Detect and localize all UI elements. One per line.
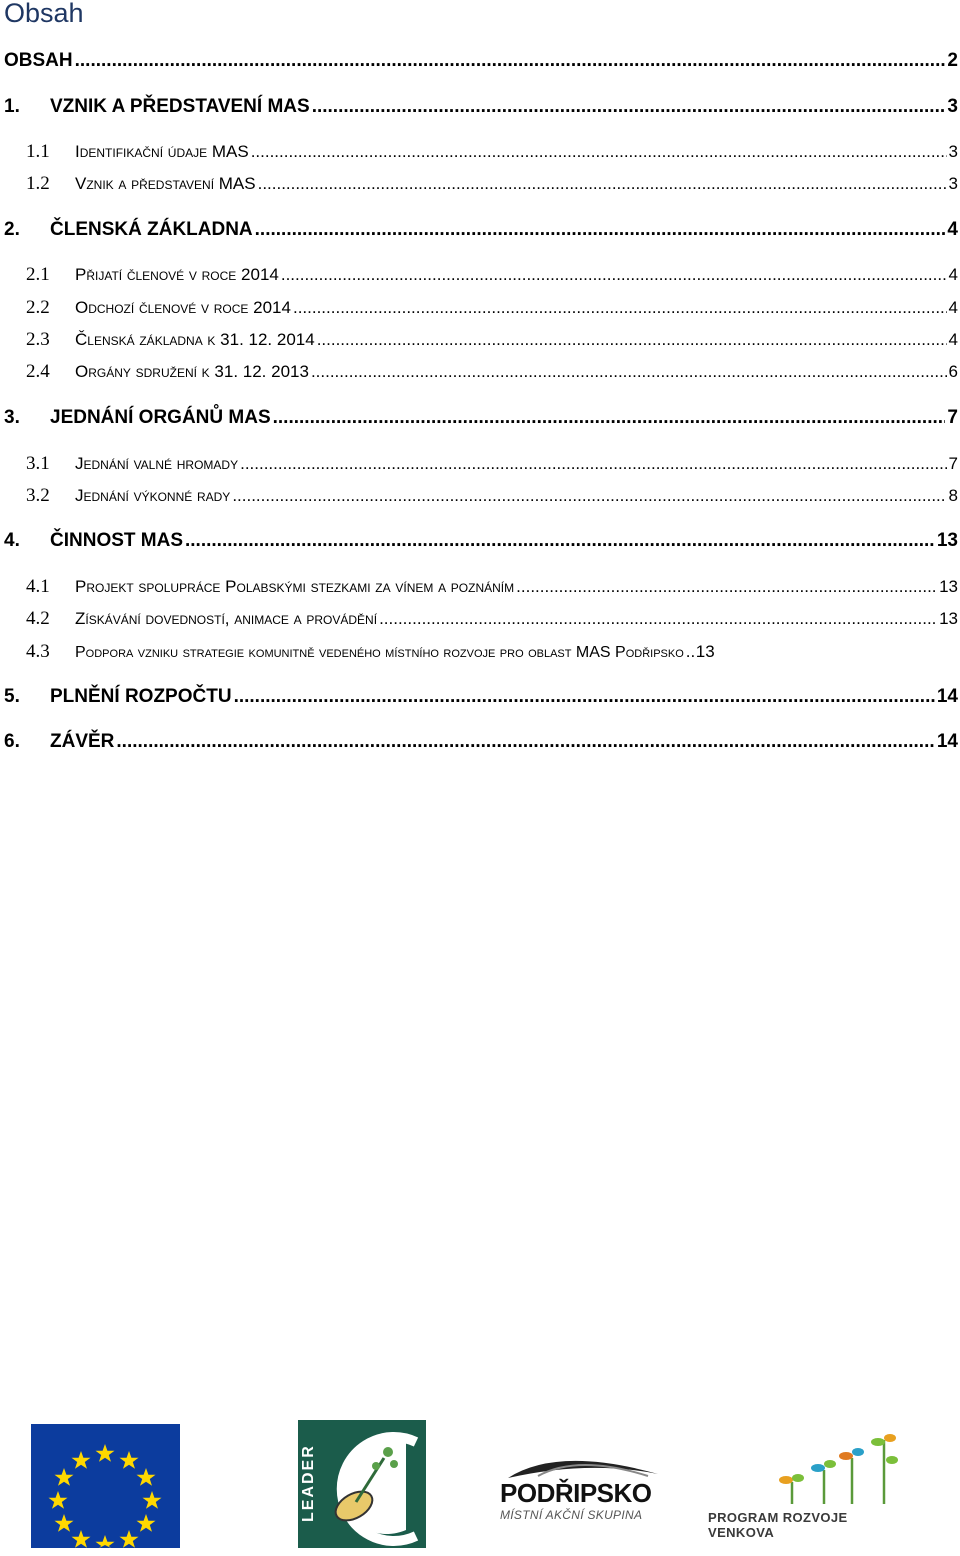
toc-entry[interactable] xyxy=(4,530,958,558)
toc-entry-title: Odchozí členové v roce 2014 xyxy=(75,298,291,317)
sprouts-icon xyxy=(706,1430,916,1506)
toc-entry-number: 2.3 xyxy=(26,329,50,350)
toc-entry-title: Projekt spolupráce Polabskými stezkami za vínem a poznáním xyxy=(75,577,515,596)
toc-entry-page: 13 xyxy=(695,642,715,661)
toc-entry-title: Jednání výkonné rady xyxy=(75,486,231,505)
toc-entry-leader xyxy=(311,362,947,382)
toc-entry-page: 7 xyxy=(948,454,958,473)
toc-entry-leader xyxy=(273,407,946,429)
toc-entry-title: ČINNOST MAS xyxy=(50,530,183,551)
toc-entry-leader xyxy=(379,609,937,629)
podripsko-logo xyxy=(498,1450,663,1530)
toc-entry-title: JEDNÁNÍ ORGÁNŮ MAS xyxy=(50,407,271,428)
toc-entry-number: 1. xyxy=(4,96,20,117)
podripsko-logo-subtitle: MÍSTNÍ AKČNÍ SKUPINA xyxy=(500,1508,643,1522)
toc-entry-title: Získávání dovedností, animace a provádění xyxy=(75,609,378,628)
toc-entry-number: 3. xyxy=(4,407,20,428)
toc-entry-number: 4. xyxy=(4,530,20,551)
program-rozvoje-venkova-logo xyxy=(706,1430,916,1540)
toc-entry-title: VZNIK A PŘEDSTAVENÍ MAS xyxy=(50,96,310,117)
toc-entry-number: 4.1 xyxy=(26,576,50,597)
toc-entry-page: 4 xyxy=(947,219,958,240)
toc-entry-number: 4.2 xyxy=(26,608,50,629)
toc-entry-page: 14 xyxy=(936,686,958,707)
toc-entry-page: 13 xyxy=(939,577,958,596)
toc-entry-number: 5. xyxy=(4,686,20,707)
toc-entry-page: 14 xyxy=(936,731,958,752)
toc-entry[interactable] xyxy=(4,407,958,435)
toc-entry-leader xyxy=(317,330,947,350)
toc-entry-number: 1.1 xyxy=(26,141,50,162)
toc-entry[interactable] xyxy=(4,608,958,636)
toc-entry-leader xyxy=(240,454,946,474)
toc-entry-number: 3.2 xyxy=(26,485,50,506)
toc-entry[interactable] xyxy=(4,453,958,481)
toc-entry[interactable] xyxy=(4,641,958,669)
toc-entry-title: Orgány sdružení k 31. 12. 2013 xyxy=(75,362,309,381)
leader-logo xyxy=(298,1420,426,1548)
toc-entry-number: 2.1 xyxy=(26,264,50,285)
toc-entry-title: Vznik a představení MAS xyxy=(75,174,256,193)
toc-entry-page: 3 xyxy=(948,142,958,161)
toc-entry-leader xyxy=(251,142,947,162)
program-rozvoje-venkova-text: PROGRAM ROZVOJE VENKOVA xyxy=(708,1510,848,1540)
toc-entry-title: ZÁVĚR xyxy=(50,731,115,752)
podripsko-logo-name: PODŘIPSKO xyxy=(500,1478,652,1508)
toc-entry[interactable] xyxy=(4,686,958,714)
mountain-icon xyxy=(498,1450,663,1480)
toc-entry-number: 3.1 xyxy=(26,453,50,474)
toc-entry-leader xyxy=(281,265,947,285)
toc-entry-page: 13 xyxy=(936,530,958,551)
toc-entry-page: 4 xyxy=(948,298,958,317)
toc-entry[interactable] xyxy=(4,361,958,389)
toc-entry-title: Členská základna k 31. 12. 2014 xyxy=(75,330,315,349)
toc-entry-title: OBSAH xyxy=(4,50,73,71)
eu-flag-logo xyxy=(31,1424,180,1548)
toc-entry-title: ČLENSKÁ ZÁKLADNA xyxy=(50,219,253,240)
toc-entry-leader xyxy=(255,219,946,241)
toc-entry[interactable] xyxy=(4,141,958,169)
toc-entry-leader xyxy=(686,642,694,662)
toc-entry-leader xyxy=(185,530,935,552)
toc-entry-title: Jednání valné hromady xyxy=(75,454,239,473)
toc-entry-title: Podpora vzniku strategie komunitně vedeného místního rozvoje pro oblast MAS Podřipsko xyxy=(75,644,684,661)
toc-entry-number: 1.2 xyxy=(26,173,50,194)
toc-entry-leader xyxy=(312,96,946,118)
toc-entry-page: 4 xyxy=(948,330,958,349)
toc-entry-number: 2. xyxy=(4,219,20,240)
toc-entry-title: PLNĚNÍ ROZPOČTU xyxy=(50,686,232,707)
toc-entry[interactable] xyxy=(4,173,958,201)
toc-entry[interactable] xyxy=(4,297,958,325)
toc-entry-leader xyxy=(232,486,946,506)
toc-entry-leader xyxy=(258,174,947,194)
toc-entry-leader xyxy=(234,686,935,708)
toc-entry-title: Přijatí členové v roce 2014 xyxy=(75,265,279,284)
toc-entry[interactable] xyxy=(4,96,958,124)
toc-entry-number: 2.2 xyxy=(26,297,50,318)
leader-logo-text: LEADER xyxy=(300,1444,317,1522)
toc-entry[interactable] xyxy=(4,485,958,513)
toc-entry-page: 4 xyxy=(948,265,958,284)
toc-entry[interactable] xyxy=(4,329,958,357)
toc-entry-number: 4.3 xyxy=(26,641,50,662)
toc-entry-page: 3 xyxy=(947,96,958,117)
toc-entry-page: 13 xyxy=(939,609,958,628)
toc-entry-number: 6. xyxy=(4,731,20,752)
toc-entry-leader xyxy=(516,577,937,597)
toc-entry-leader xyxy=(293,298,947,318)
toc-entry[interactable] xyxy=(4,731,958,759)
footer-logos xyxy=(0,1410,960,1556)
toc-entry[interactable] xyxy=(4,576,958,604)
page-title: Obsah xyxy=(4,0,84,28)
eu-stars-icon xyxy=(31,1424,180,1548)
toc-entry[interactable] xyxy=(4,264,958,292)
toc-entry[interactable] xyxy=(4,219,958,247)
toc-entry[interactable] xyxy=(4,50,958,78)
toc-entry-page: 8 xyxy=(948,486,958,505)
toc-entry-leader xyxy=(75,50,946,72)
toc-entry-leader xyxy=(116,731,934,753)
toc-entry-page: 6 xyxy=(948,362,958,381)
toc-entry-number: 2.4 xyxy=(26,361,50,382)
toc-entry-page: 7 xyxy=(947,407,958,428)
toc-entry-page: 3 xyxy=(948,174,958,193)
toc-entry-page: 2 xyxy=(947,50,958,71)
toc-entry-title: Identifikační údaje MAS xyxy=(75,142,249,161)
